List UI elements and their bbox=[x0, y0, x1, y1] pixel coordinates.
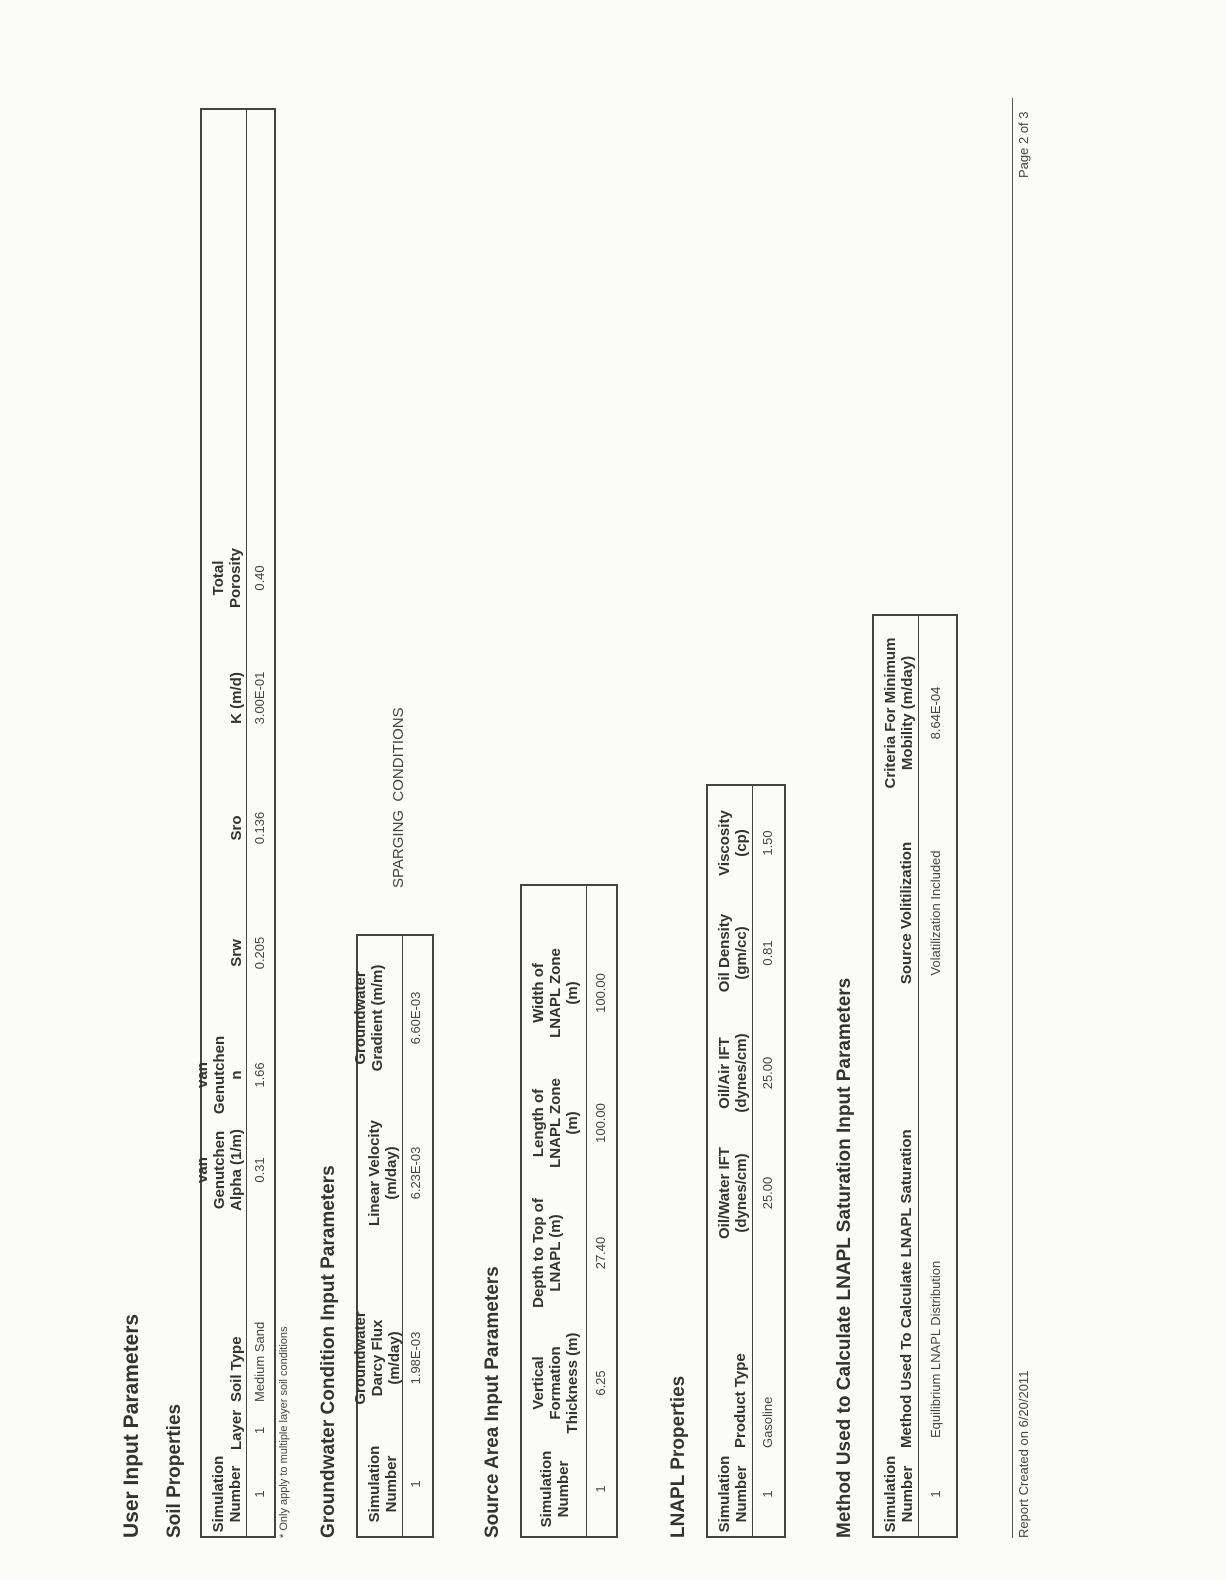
lnapl-header-sim: Simulation Number bbox=[716, 1455, 750, 1533]
groundwater-header-rule bbox=[402, 936, 403, 1538]
method-cell-sim: 1 bbox=[928, 1490, 943, 1498]
soil-header-porosity: Total Porosity bbox=[210, 548, 244, 609]
lnapl-header-product: Product Type bbox=[732, 1353, 749, 1448]
soil-header-alpha: van Genutchen Alpha (1/m) bbox=[194, 1129, 245, 1211]
report-created: Report Created on 6/20/2011 bbox=[1016, 1370, 1031, 1538]
lnapl-cell-oa-ift: 25.00 bbox=[760, 1056, 775, 1090]
method-cell-method: Equilibrium LNAPL Distribution bbox=[928, 1260, 943, 1438]
lnapl-cell-product: Gasoline bbox=[760, 1396, 775, 1448]
soil-cell-k: 3.00E-01 bbox=[252, 671, 267, 725]
gw-header-flux: Groundwater Darcy Flux (m/day) bbox=[352, 1311, 403, 1405]
method-header-volatilization: Source Volitilization bbox=[898, 841, 915, 985]
src-cell-thickness: 6.25 bbox=[593, 1370, 608, 1396]
lnapl-header-viscosity: Viscosity (cp) bbox=[716, 810, 750, 876]
soil-note: * Only apply to multiple layer soil conditions bbox=[278, 1326, 290, 1538]
soil-header-n: van Genutchen n bbox=[194, 1035, 245, 1115]
soil-header-sim: Simulation Number bbox=[210, 1455, 244, 1533]
footer-rule bbox=[1012, 98, 1013, 1538]
gw-header-sim: Simulation Number bbox=[366, 1445, 400, 1523]
lnapl-header-ow-ift: Oil/Water IFT (dynes/cm) bbox=[716, 1147, 750, 1239]
groundwater-section-title: Groundwater Condition Input Parameters bbox=[318, 1165, 339, 1538]
soil-header-srw: Srw bbox=[228, 939, 245, 967]
gw-cell-gradient: 6.60E-03 bbox=[408, 991, 423, 1045]
src-header-sim: Simulation Number bbox=[538, 1450, 572, 1528]
lnapl-cell-ow-ift: 25.00 bbox=[760, 1176, 775, 1210]
src-cell-depth: 27.40 bbox=[593, 1236, 608, 1270]
source-header-rule bbox=[586, 886, 587, 1538]
method-header-rule bbox=[918, 616, 919, 1538]
lnapl-cell-density: 0.81 bbox=[760, 940, 775, 966]
src-cell-sim: 1 bbox=[593, 1485, 608, 1493]
soil-header-soil-type: Soil Type bbox=[228, 1336, 245, 1402]
soil-header-rule bbox=[246, 110, 247, 1538]
soil-cell-n: 1.66 bbox=[252, 1062, 267, 1088]
method-section-title: Method Used to Calculate LNAPL Saturation Input Parameters bbox=[834, 977, 855, 1538]
soil-cell-sro: 0.136 bbox=[252, 811, 267, 845]
lnapl-section-title: LNAPL Properties bbox=[668, 1375, 689, 1538]
gw-header-gradient: Groundwater Gradient (m/m) bbox=[352, 964, 386, 1072]
soil-cell-alpha: 0.31 bbox=[252, 1157, 267, 1183]
soil-cell-porosity: 0.40 bbox=[252, 565, 267, 591]
soil-header-k: K (m/d) bbox=[228, 672, 245, 724]
soil-cell-soil-type: Medium Sand bbox=[252, 1321, 267, 1402]
lnapl-cell-viscosity: 1.50 bbox=[760, 830, 775, 856]
gw-header-velocity: Linear Velocity (m/day) bbox=[366, 1120, 400, 1226]
method-cell-criteria: 8.64E-04 bbox=[928, 686, 943, 740]
method-header-method: Method Used To Calculate LNAPL Saturation bbox=[898, 1129, 915, 1448]
method-header-sim: Simulation Number bbox=[882, 1455, 916, 1533]
report-page bbox=[90, 0, 1210, 1548]
lnapl-cell-sim: 1 bbox=[760, 1490, 775, 1498]
gw-cell-flux: 1.98E-03 bbox=[408, 1331, 423, 1385]
method-cell-volatilization: Volatilization Included bbox=[928, 850, 943, 976]
soil-cell-layer: 1 bbox=[252, 1426, 267, 1434]
soil-section-title: Soil Properties bbox=[164, 1403, 185, 1538]
src-header-length: Length of LNAPL Zone (m) bbox=[530, 1078, 581, 1168]
lnapl-header-oa-ift: Oil/Air IFT (dynes/cm) bbox=[716, 1033, 750, 1113]
soil-header-layer: Layer bbox=[228, 1409, 245, 1450]
src-header-width: Width of LNAPL Zone (m) bbox=[530, 948, 581, 1038]
src-header-depth: Depth to Top of LNAPL (m) bbox=[530, 1198, 564, 1308]
src-header-thickness: Vertical Formation Thickness (m) bbox=[530, 1332, 581, 1434]
soil-header-sro: Sro bbox=[228, 815, 245, 841]
soil-cell-srw: 0.205 bbox=[252, 936, 267, 970]
lnapl-header-density: Oil Density (gm/cc) bbox=[716, 913, 750, 993]
src-cell-length: 100.00 bbox=[593, 1103, 608, 1143]
source-section-title: Source Area Input Parameters bbox=[482, 1266, 503, 1538]
page-number: Page 2 of 3 bbox=[1016, 111, 1031, 178]
page-title: User Input Parameters bbox=[120, 1313, 143, 1538]
gw-cell-sim: 1 bbox=[408, 1480, 423, 1488]
soil-cell-sim: 1 bbox=[252, 1490, 267, 1498]
src-cell-width: 100.00 bbox=[593, 973, 608, 1013]
sparging-conditions-label: SPARGING CONDITIONS bbox=[390, 707, 407, 888]
method-header-criteria: Criteria For Minimum Mobility (m/day) bbox=[882, 637, 916, 789]
gw-cell-velocity: 6.23E-03 bbox=[408, 1146, 423, 1200]
lnapl-header-rule bbox=[752, 786, 753, 1538]
